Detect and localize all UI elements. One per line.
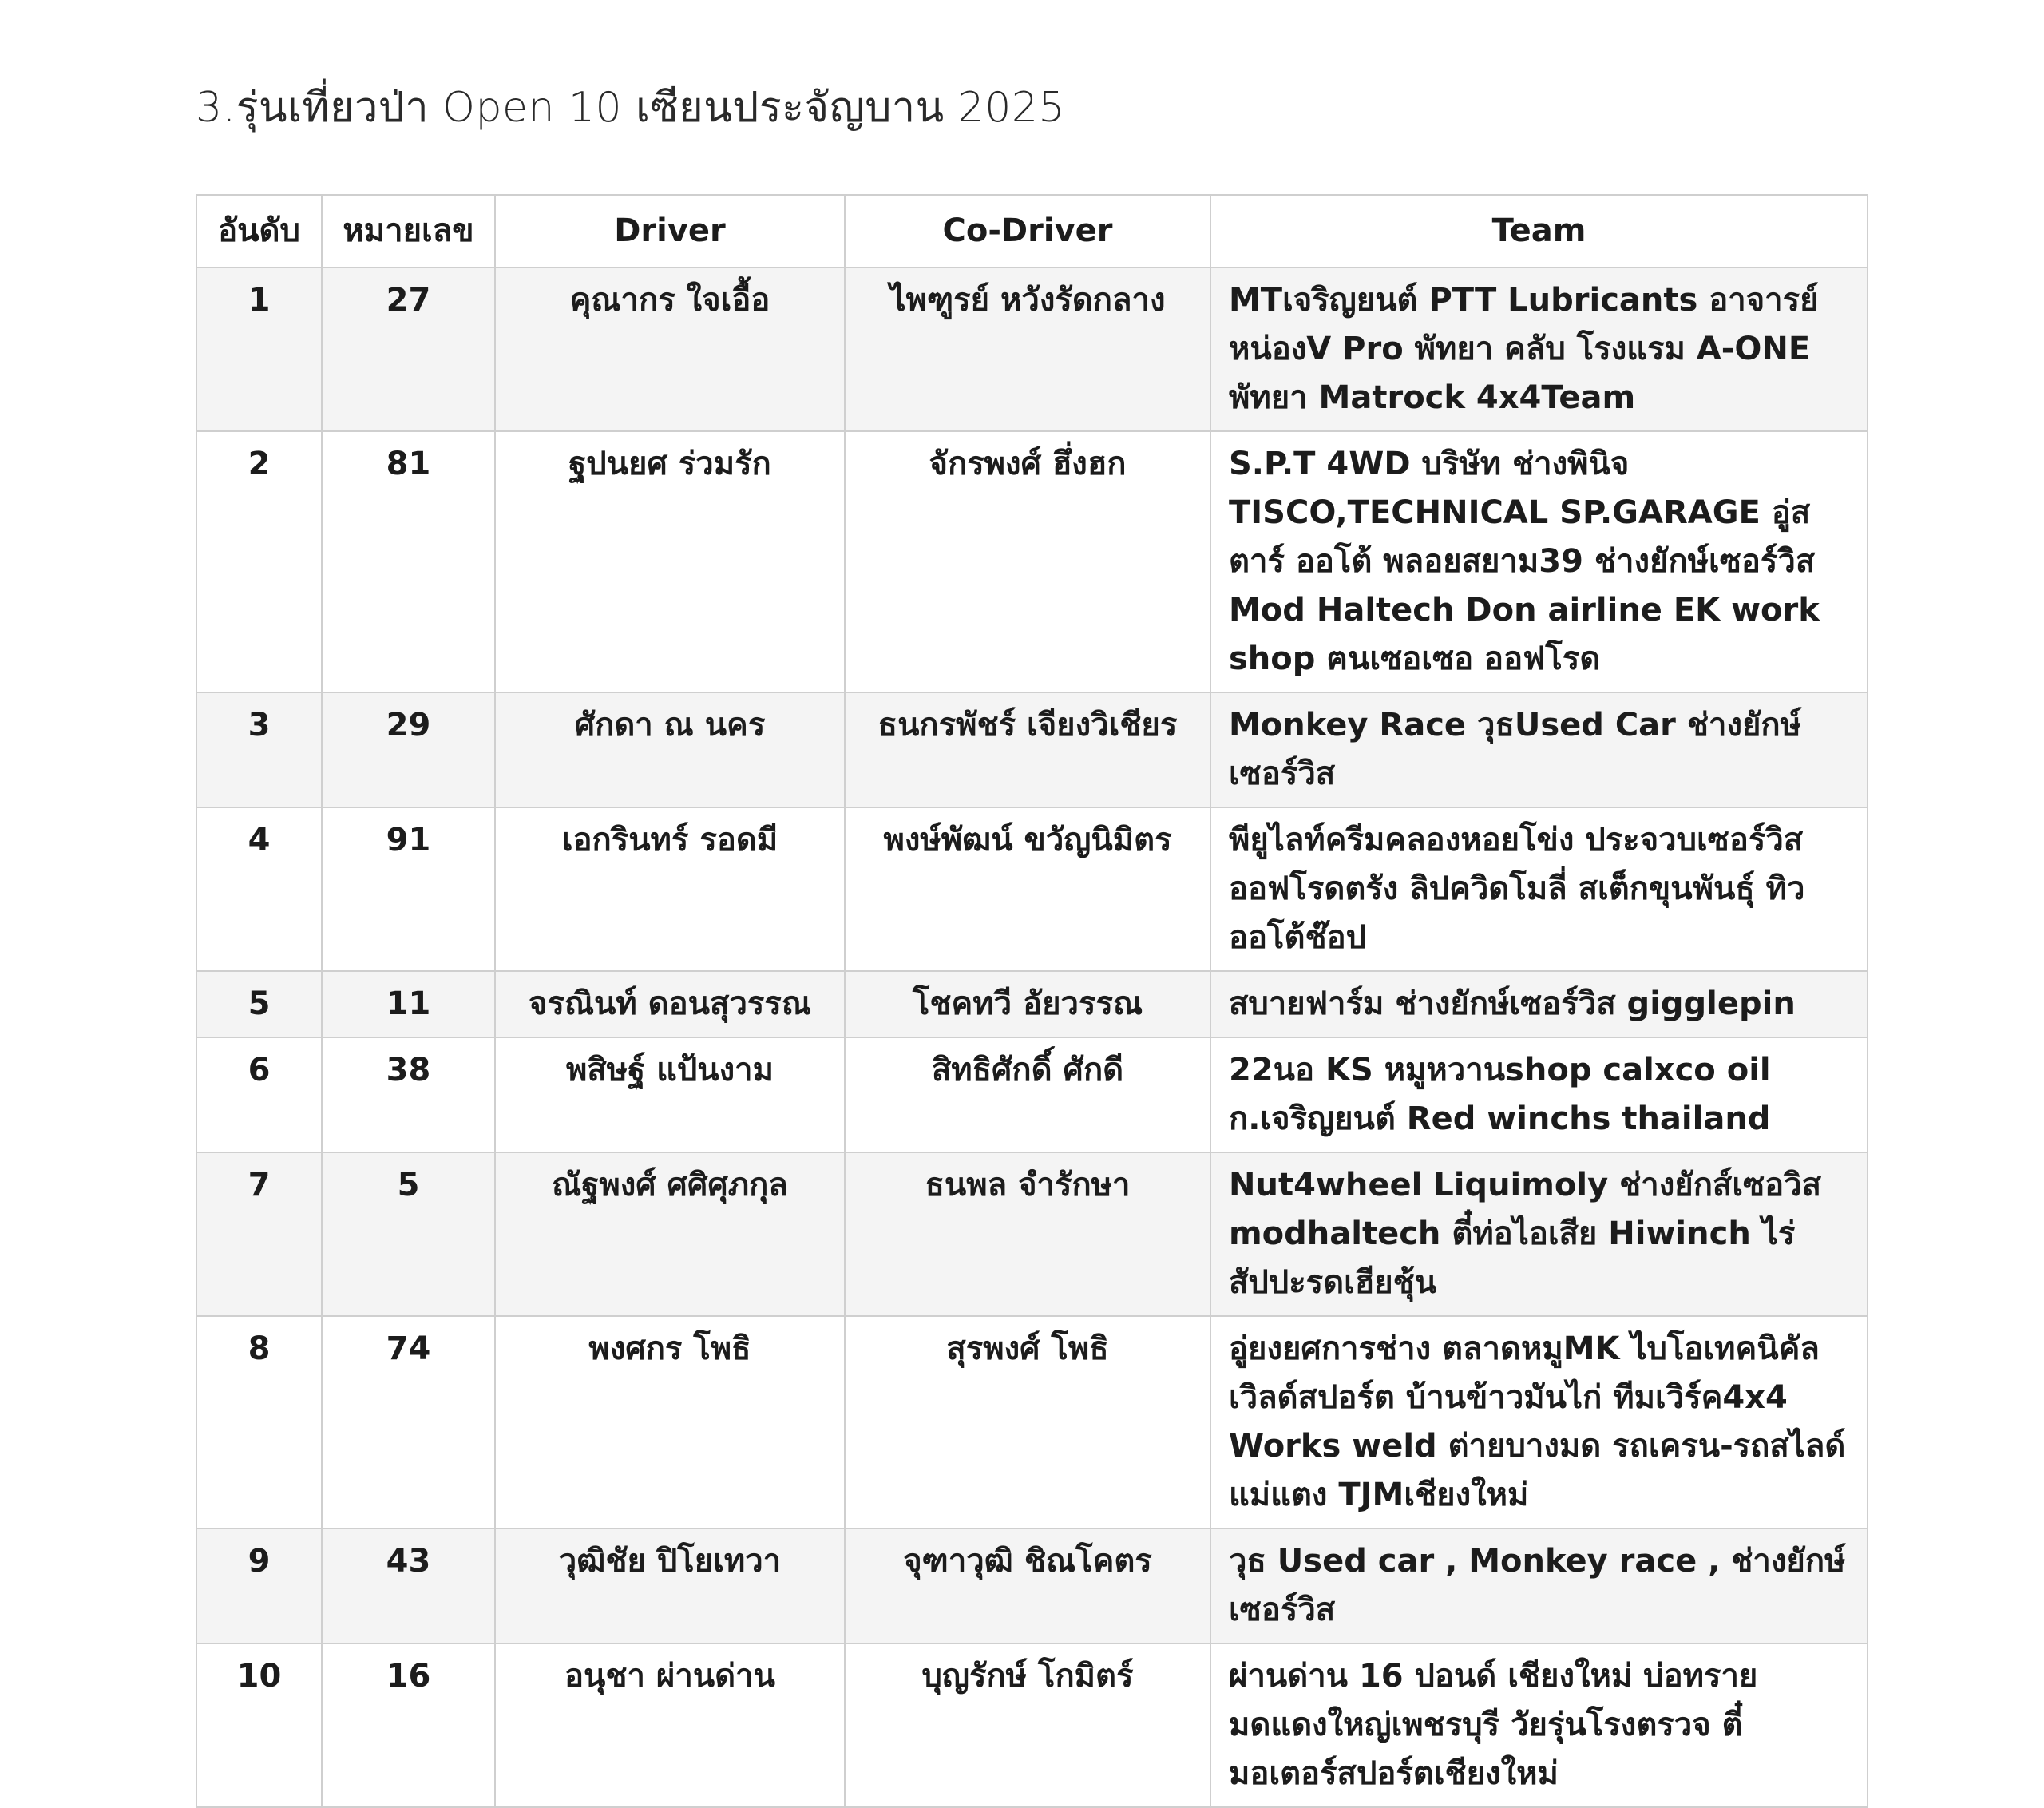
number-cell: 91 — [322, 807, 495, 971]
table-row — [196, 1037, 1868, 1152]
rank-cell: 6 — [196, 1037, 322, 1152]
rank-cell: 8 — [196, 1316, 322, 1528]
page-title: 3.รุ่นเที่ยวป่า Open 10 เซียนประจัญบาน 2025 — [196, 84, 1066, 132]
co-driver-cell: จุฑาวุฒิ ชิณโคตร — [845, 1528, 1210, 1643]
team-cell: อู่ยงยศการช่าง ตลาดหมูMK ไบโอเทคนิคัล เวิลด์สปอร์ต บ้านข้าวมันไก่ ทีมเวิร์ค4x4 Works weld ต่ายบางมด รถเครน-รถสไลด์แม่แตง TJMเชียงใหม่ — [1210, 1316, 1868, 1528]
co-driver-cell: จักรพงศ์ ฮึ่งฮก — [845, 431, 1210, 692]
co-driver-cell: บุญรักษ์ โกมิตร์ — [845, 1643, 1210, 1807]
number-cell: 74 — [322, 1316, 495, 1528]
table-row — [196, 268, 1868, 431]
number-cell: 27 — [322, 268, 495, 431]
driver-cell: คุณากร ใจเอื้อ — [495, 268, 845, 431]
rank-cell: 2 — [196, 431, 322, 692]
driver-cell: ฐปนยศ ร่วมรัก — [495, 431, 845, 692]
team-cell: วุธ Used car , Monkey race , ช่างยักษ์เซอร์วิส — [1210, 1528, 1868, 1643]
driver-cell: อนุชา ผ่านด่าน — [495, 1643, 845, 1807]
table-row — [196, 807, 1868, 971]
rank-cell: 1 — [196, 268, 322, 431]
table-row — [196, 971, 1868, 1037]
co-driver-cell: สิทธิศักดิ์ ศักดี — [845, 1037, 1210, 1152]
team-cell: S.P.T 4WD บริษัท ช่างพินิจ TISCO,TECHNICAL SP.GARAGE อู่สตาร์ ออโต้ พลอยสยาม39 ช่างยักษ์เซอร์วิส Mod Haltech Don airline EK work shop ฅนเซอเซอ ออฟโรด — [1210, 431, 1868, 692]
rank-cell: 3 — [196, 692, 322, 807]
number-cell: 81 — [322, 431, 495, 692]
results-table — [196, 194, 1868, 1808]
number-cell: 16 — [322, 1643, 495, 1807]
header-row — [196, 195, 1868, 268]
rank-cell: 9 — [196, 1528, 322, 1643]
header-team: Team — [1210, 195, 1868, 268]
team-cell: พียูไลท์ครีมคลองหอยโข่ง ประจวบเซอร์วิส ออฟโรดตรัง ลิปควิดโมลี่ สเต็กขุนพันธุ์ ทิว ออโต้ช๊อป — [1210, 807, 1868, 971]
team-cell: สบายฟาร์ม ช่างยักษ์เซอร์วิส gigglepin — [1210, 971, 1868, 1037]
table-row — [196, 1528, 1868, 1643]
co-driver-cell: สุรพงศ์ โพธิ — [845, 1316, 1210, 1528]
rank-cell: 7 — [196, 1152, 322, 1316]
header-driver: Driver — [495, 195, 845, 268]
driver-cell: วุฒิชัย ปิโยเทวา — [495, 1528, 845, 1643]
table-body — [196, 268, 1868, 1807]
number-cell: 11 — [322, 971, 495, 1037]
driver-cell: พสิษฐ์ แป้นงาม — [495, 1037, 845, 1152]
co-driver-cell: ธนพล จำรักษา — [845, 1152, 1210, 1316]
header-number: หมายเลข — [322, 195, 495, 268]
table-row — [196, 1316, 1868, 1528]
team-cell: Monkey Race วุธUsed Car ช่างยักษ์เซอร์วิส — [1210, 692, 1868, 807]
team-cell: MTเจริญยนต์ PTT Lubricants อาจารย์หน่องV Pro พัทยา คลับ โรงแรม A-ONE พัทยา Matrock 4x4Team — [1210, 268, 1868, 431]
table-header — [196, 195, 1868, 268]
co-driver-cell: พงษ์พัฒน์ ขวัญนิมิตร — [845, 807, 1210, 971]
driver-cell: เอกรินทร์ รอดมี — [495, 807, 845, 971]
driver-cell: จรณินท์ ดอนสุวรรณ — [495, 971, 845, 1037]
driver-cell: ศักดา ณ นคร — [495, 692, 845, 807]
table-row — [196, 431, 1868, 692]
rank-cell: 4 — [196, 807, 322, 971]
team-cell: ผ่านด่าน 16 ปอนด์ เชียงใหม่ บ่อทรายมดแดงใหญ่เพชรบุรี วัยรุ่นโรงตรวจ ตี๋มอเตอร์สปอร์ตเชียงใหม่ — [1210, 1643, 1868, 1807]
driver-cell: ณัฐพงศ์ ศศิศุภกุล — [495, 1152, 845, 1316]
table-row — [196, 1152, 1868, 1316]
number-cell: 43 — [322, 1528, 495, 1643]
co-driver-cell: ธนกรพัชร์ เจียงวิเชียร — [845, 692, 1210, 807]
number-cell: 29 — [322, 692, 495, 807]
co-driver-cell: ไพฑูรย์ หวังรัดกลาง — [845, 268, 1210, 431]
header-co-driver: Co-Driver — [845, 195, 1210, 268]
rank-cell: 10 — [196, 1643, 322, 1807]
number-cell: 38 — [322, 1037, 495, 1152]
co-driver-cell: โชคทวี อัยวรรณ — [845, 971, 1210, 1037]
driver-cell: พงศกร โพธิ — [495, 1316, 845, 1528]
team-cell: 22นอ KS หมูหวานshop calxco oil ก.เจริญยนต์ Red winchs thailand — [1210, 1037, 1868, 1152]
number-cell: 5 — [322, 1152, 495, 1316]
rank-cell: 5 — [196, 971, 322, 1037]
table-row — [196, 1643, 1868, 1807]
team-cell: Nut4wheel Liquimoly ช่างยักส์เซอวิส modhaltech ตี๋ท่อไอเสีย Hiwinch ไร่สัปปะรดเฮียชุ้น — [1210, 1152, 1868, 1316]
header-rank: อันดับ — [196, 195, 322, 268]
table-row — [196, 692, 1868, 807]
